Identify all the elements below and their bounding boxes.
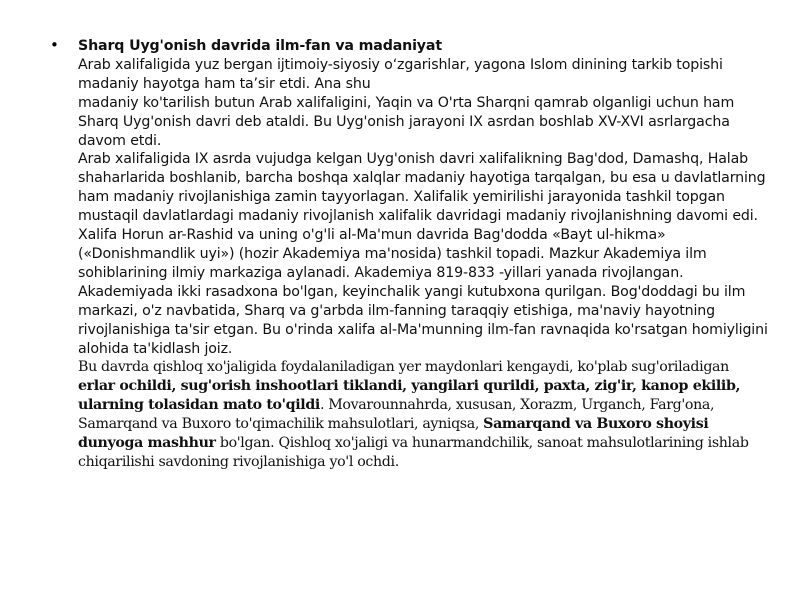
paragraph-4-text-c: bo'lgan. Qishloq xo'jaligi va hunarmandchilik, sanoat mahsulotlarining ishlab chiqarilishi savdoning rivojlanishiga yo'l ochdi. (78, 435, 749, 470)
slide-title: Sharq Uyg'onish davrida ilm-fan va madaniyat (78, 38, 442, 54)
paragraph-4-text-b: . Movarounnahrda, xususan, Xorazm, Urganch, Farg'ona, Samarqand va Buxoro to'qimachilik mahsulotlari, ayniqsa, (78, 397, 715, 433)
paragraph-4-text-a: Bu davrda qishloq xo'jaligida foydalaniladigan yer maydonlari kengaydi, ko'plab sug'oriladigan (78, 359, 729, 376)
paragraph-4-bold-a: erlar ochildi, sug'orish inshootlari tiklandi, yangilari qurildi, paxta, zig'ir, kanop ekilib, ularning tolasidan mato to'qildi (78, 378, 741, 414)
bullet-icon: • (50, 36, 59, 54)
slide-content (78, 37, 768, 472)
paragraph-1-line-2: madaniy ko'tarilish butun Arab xalifaligini, Yaqin va O'rta Sharqni qamrab olganligi uchun ham Sharq Uyg'onish davri deb ataldi. Bu Uyg'onish jarayoni IX asrdan boshlab XV-XVI asrlargacha davom etdi. (78, 94, 735, 149)
paragraph-2: Arab xalifaligida IX asrda vujudga kelgan Uyg'onish davri xalifalikning Bag'dod, Damashq, Halab shaharlarida boshlanib, barcha boshqa xalqlar madaniy hayotiga tarqalgan, bu esa u davlatlarning ham madaniy rivojlanishiga zamin tayyorlagan. Xalifalik yemirilishi jarayonida tashkil topgan mustaqil davlatlardagi madaniy rivojlanish xalifalik davridagi madaniy rivojlanishning davomi edi. (78, 151, 766, 225)
paragraph-3: Xalifa Horun ar-Rashid va uning o'g'li al-Ma'mun davrida Bag'dodda «Bayt ul-hikma» («Donishmandlik uyi») (hozir Akademiya ma'nosida) tashkil topadi. Mazkur Akademiya ilm sohiblarining ilmiy markaziga aylanadi. Akademiya 819-833 -yillari yanada rivojlangan. Akademiyada ikki rasadxona bo'lgan, keyinchalik yangi kutubxona qurilgan. Bog'doddagi bu ilm markazi, o'z navbatida, Sharq va g'arbda ilm-fanning taraqqiy etishiga, ma'naviy hayotning rivojlanishiga ta'sir etgan. Bu o'rinda xalifa al-Ma'munning ilm-fan ravnaqida ko'rsatgan homiyligini alohida ta'kidlash joiz. (78, 227, 768, 357)
paragraph-4 (78, 358, 768, 471)
paragraph-1-line-1: Arab xalifaligida yuz bergan ijtimoiy-siyosiy o‘zgarishlar, yagona Islom dinining tarkib topishi madaniy hayotga ham ta’sir etdi. Ana shu (78, 56, 723, 92)
paragraph-4-bold-b: Samarqand va Buxoro shoyisi dunyoga mashhur (78, 416, 709, 452)
